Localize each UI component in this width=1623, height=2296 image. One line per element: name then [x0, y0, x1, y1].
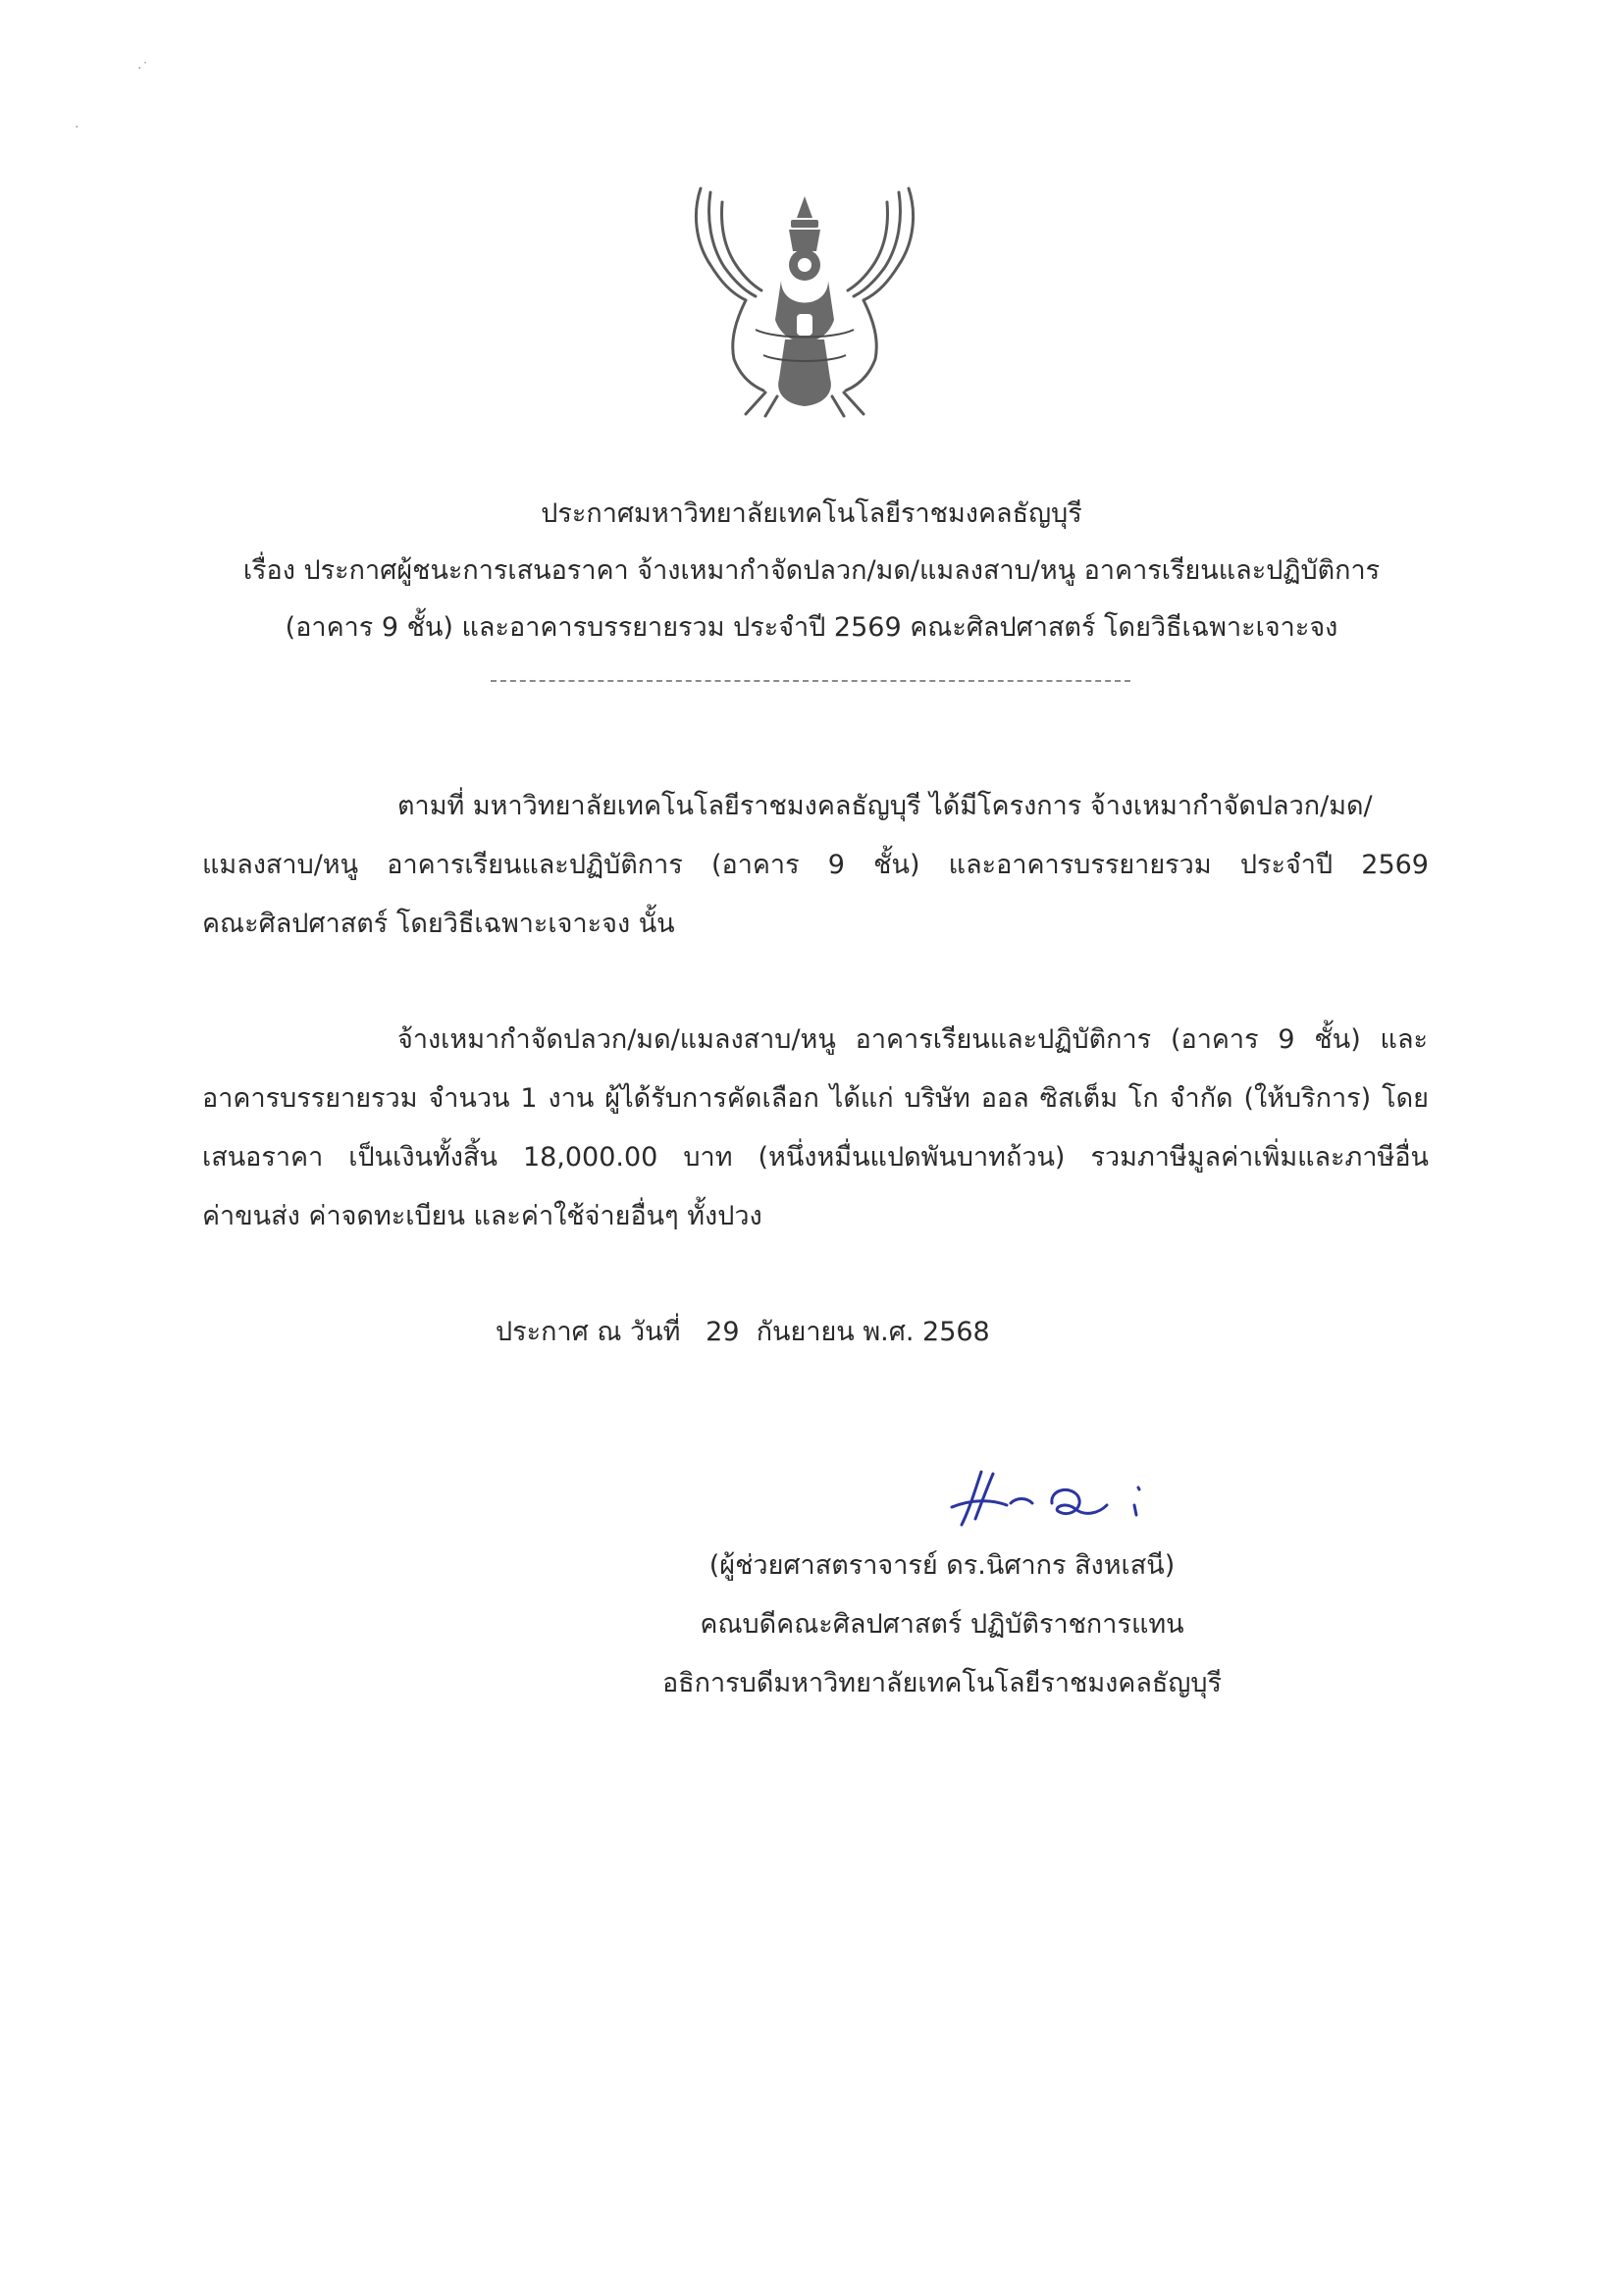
handwritten-signature — [942, 1460, 1197, 1539]
paragraph2-line1: จ้างเหมากำจัดปลวก/มด/แมลงสาบ/หนู อาคารเรียนและปฏิบัติการ (อาคาร 9 ชั้น) และ — [397, 1024, 1428, 1055]
announcement-title: ประกาศมหาวิทยาลัยเทคโนโลยีราชมงคลธัญบุรี — [541, 498, 1082, 529]
announcement-date: ประกาศ ณ วันที่ 29 กันยายน พ.ศ. 2568 — [496, 1317, 990, 1347]
announcement-subject-line1: เรื่อง ประกาศผู้ชนะการเสนอราคา จ้างเหมากำจัดปลวก/มด/แมลงสาบ/หนู อาคารเรียนและปฏิบัติการ — [242, 555, 1381, 586]
paragraph2-line2: อาคารบรรยายรวม จำนวน 1 งาน ผู้ได้รับการคัดเลือก ได้แก่ บริษัท ออล ซิสเต็ม โก จำกัด (ให้บริการ) โดย — [202, 1083, 1429, 1114]
signatory-name: (ผู้ช่วยศาสตราจารย์ ดร.นิศากร สิงหเสนี) — [708, 1550, 1176, 1581]
paragraph1-line1: ตามที่ มหาวิทยาลัยเทคโนโลยีราชมงคลธัญบุรี ได้มีโครงการ จ้างเหมากำจัดปลวก/มด/ — [397, 791, 1373, 821]
paragraph1-line2: แมลงสาบ/หนู อาคารเรียนและปฏิบัติการ (อาคาร 9 ชั้น) และอาคารบรรยายรวม ประจำปี 2569 — [202, 850, 1429, 880]
paragraph1-line3: คณะศิลปศาสตร์ โดยวิธีเฉพาะเจาะจง นั้น — [202, 909, 675, 939]
header-divider — [491, 680, 1130, 682]
scan-speck: · — [75, 120, 79, 135]
garuda-emblem-icon — [687, 183, 922, 418]
signatory-title: คณบดีคณะศิลปศาสตร์ ปฏิบัติราชการแทน — [700, 1609, 1184, 1640]
scan-speck: ·˙ — [137, 61, 149, 77]
announcement-subject-line2: (อาคาร 9 ชั้น) และอาคารบรรยายรวม ประจำปี 2569 คณะศิลปศาสตร์ โดยวิธีเฉพาะเจาะจง — [285, 612, 1338, 643]
paragraph2-line4: ค่าขนส่ง ค่าจดทะเบียน และค่าใช้จ่ายอื่นๆ ทั้งปวง — [202, 1201, 762, 1231]
signatory-title-continued: อธิการบดีมหาวิทยาลัยเทคโนโลยีราชมงคลธัญบุรี — [661, 1668, 1223, 1698]
paragraph2-line3: เสนอราคา เป็นเงินทั้งสิ้น 18,000.00 บาท (หนึ่งหมื่นแปดพันบาทถ้วน) รวมภาษีมูลค่าเพิ่มและภาษีอื่น — [202, 1142, 1429, 1173]
